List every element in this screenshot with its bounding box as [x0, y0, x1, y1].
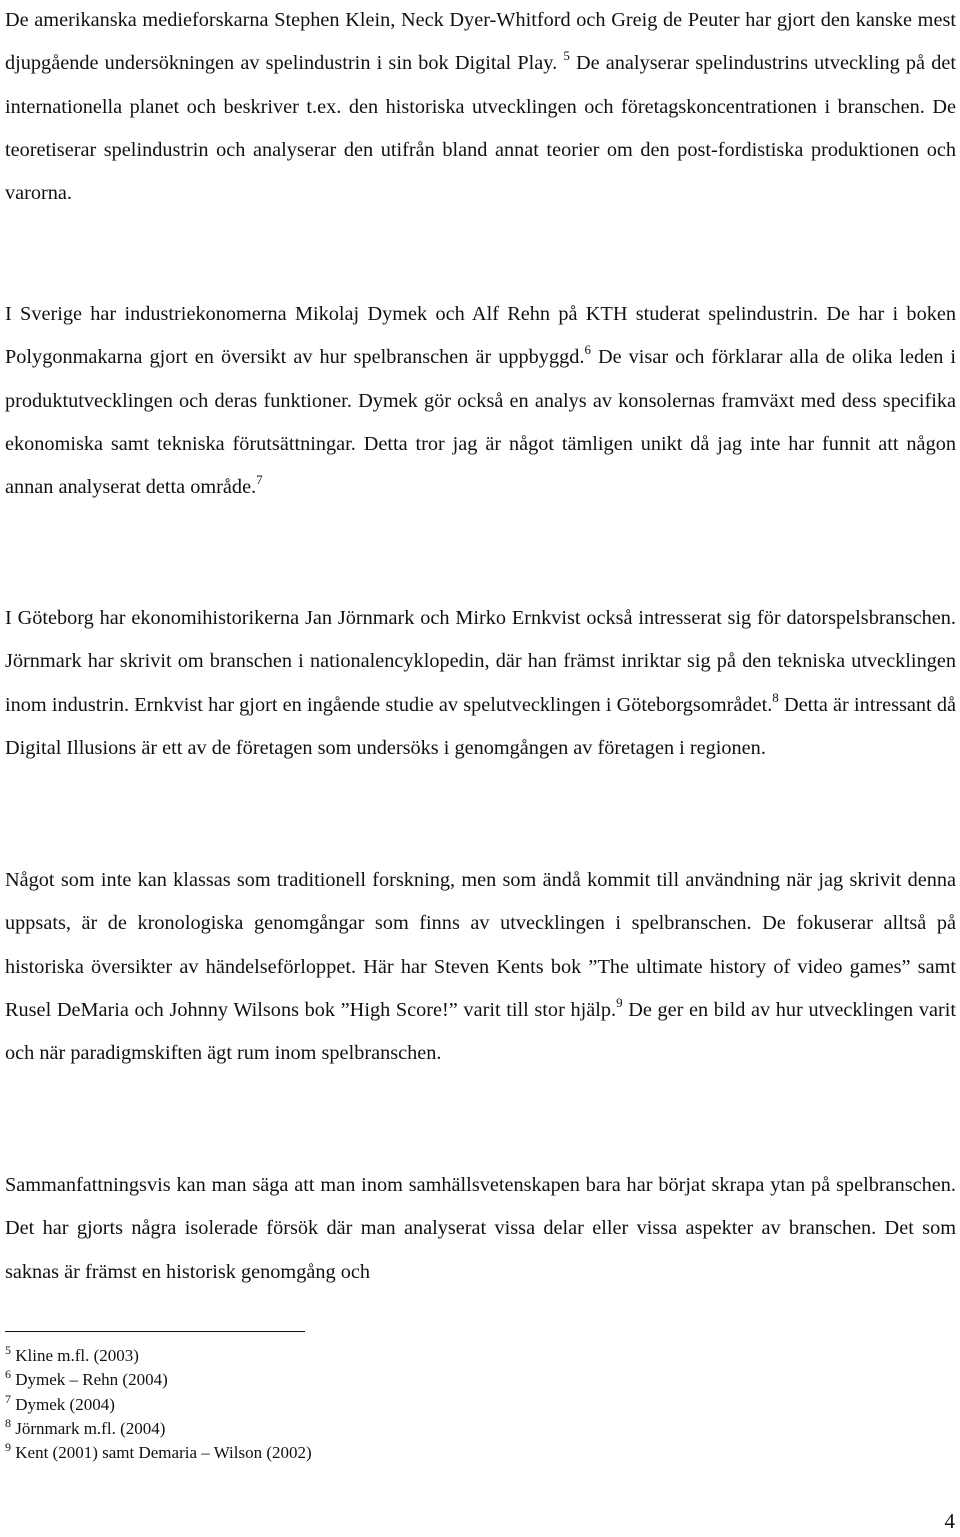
footnote-text: Dymek – Rehn (2004) [15, 1370, 168, 1390]
footnote-item [5, 1344, 705, 1368]
paragraph-5 [5, 1164, 956, 1294]
paragraph-text: Detta är intressant då Digital Illusions är ett av de företagen som undersöks i genomgången av företagen i regionen. [5, 693, 956, 759]
paragraph-text: I Göteborg har ekonomihistorikerna Jan Jörnmark och Mirko Ernkvist också intresserat sig för datorspelsbranschen. Jörnmark har skrivit om branschen i nationalencyklopedin, där han främst inriktar sig på den tekniska utvecklingen inom industrin. Ernkvist har gjort en ingående studie av spelutvecklingen i Göteborgsområdet. [5, 607, 956, 716]
footnote-number: 8 [5, 1415, 11, 1430]
paragraph-text: De analyserar spelindustrins utveckling på det internationella planet och beskriver t.ex. den historiska utvecklingen och företagskoncentrationen i branschen. De teoretiserar spelindustrin och analyserar den utifrån bland annat teorier om den post-fordistiska produktionen och varorna. [5, 52, 956, 205]
footnote-item [5, 1417, 705, 1441]
footnote-item [5, 1393, 705, 1417]
paragraph-1 [5, 0, 956, 215]
footnote-ref-8[interactable]: 8 [772, 689, 779, 705]
paragraph-text: Något som inte kan klassas som traditionell forskning, men som ändå kommit till användning när jag skrivit denna uppsats, är de kronologiska genomgångar som finns av utvecklingen i spelbranschen. De fokuserar alltså på historiska översikter av händelseförloppet. Här har Steven Kents bok ”The ultimate history of video games” samt Rusel DeMaria och Johnny Wilsons bok ”High Score!” varit till stor hjälp. [5, 869, 956, 1021]
page-number: 4 [944, 1509, 955, 1533]
footnote-item [5, 1368, 705, 1392]
paragraph-4 [5, 859, 956, 1075]
paragraph-2 [5, 293, 956, 509]
paragraph-text: Sammanfattningsvis kan man säga att man inom samhällsvetenskapen bara har börjat skrapa ytan på spelbranschen. Det har gjorts några isolerade försök där man analyserat vissa delar eller vissa aspekter av branschen. Det som saknas är främst en historisk genomgång och [5, 1174, 956, 1283]
footnote-text: Dymek (2004) [15, 1394, 115, 1414]
footnote-ref-5[interactable]: 5 [563, 48, 570, 64]
footnote-text: Kent (2001) samt Demaria – Wilson (2002) [15, 1443, 312, 1463]
paragraph-text: De visar och förklarar alla de olika leden i produktutvecklingen och deras funktioner. Dymek gör också en analys av konsolernas framväxt med dess specifika ekonomiska samt tekniska förutsättningar. Detta tror jag är något tämligen unikt då jag inte har funnit att någon annan analyserat detta område. [5, 346, 957, 499]
paragraph-text: De ger en bild av hur utvecklingen varit och när paradigmskiften ägt rum inom spelbranschen. [5, 998, 956, 1065]
paragraph-text: De amerikanska medieforskarna Stephen Klein, Neck Dyer-Whitford och Greig de Peuter har gjort den kanske mest djupgående undersökningen av spelindustrin i sin bok Digital Play. [5, 9, 956, 75]
footnote-number: 6 [5, 1367, 11, 1382]
footnote-number: 9 [5, 1440, 11, 1455]
footnote-ref-7[interactable]: 7 [256, 472, 263, 488]
footnote-ref-6[interactable]: 6 [584, 342, 591, 358]
footnote-ref-9[interactable]: 9 [616, 994, 623, 1010]
footnote-text: Kline m.fl. (2003) [15, 1346, 139, 1365]
paragraph-3 [5, 597, 956, 770]
footnote-item [5, 1441, 705, 1465]
paragraph-text: I Sverige har industriekonomerna Mikolaj Dymek och Alf Rehn på KTH studerat spelindustrin. De har i boken Polygonmakarna gjort en översikt av hur spelbranschen är uppbyggd. [5, 303, 956, 369]
footnote-text: Jörnmark m.fl. (2004) [15, 1418, 166, 1438]
footnote-number: 5 [5, 1343, 11, 1357]
footnote-number: 7 [5, 1391, 11, 1406]
footnote-separator [5, 1331, 305, 1332]
footnotes [5, 1344, 705, 1465]
